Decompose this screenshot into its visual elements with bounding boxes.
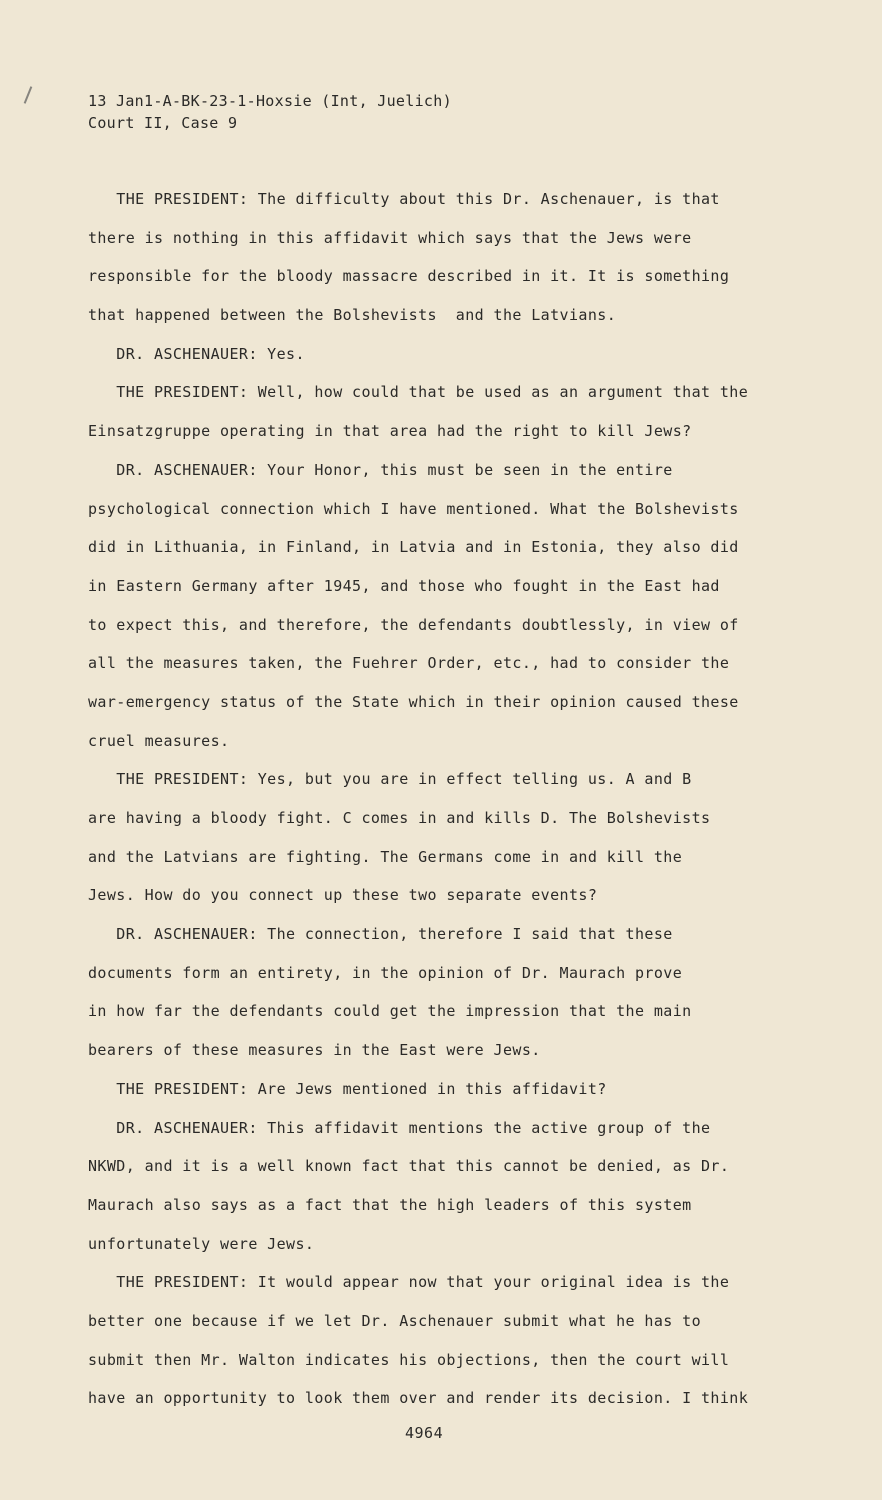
transcript-line: in Eastern Germany after 1945, and those who fought in the East had xyxy=(88,576,720,595)
transcript-line: better one because if we let Dr. Aschenauer submit what he has to xyxy=(88,1311,701,1330)
transcript-line: Jews. How do you connect up these two separate events? xyxy=(88,886,598,905)
transcript-line: THE PRESIDENT: It would appear now that your original idea is the xyxy=(88,1273,730,1292)
margin-pencil-mark xyxy=(24,86,33,103)
document-header xyxy=(88,90,452,134)
transcript-line: documents form an entirety, in the opinion of Dr. Maurach prove xyxy=(88,963,683,982)
transcript-line: THE PRESIDENT: The difficulty about this Dr. Aschenauer, is that xyxy=(88,190,720,208)
transcript-line: DR. ASCHENAUER: Yes. xyxy=(88,344,305,363)
page-number: 4964 xyxy=(405,1424,444,1442)
transcript-line: have an opportunity to look them over and render its decision. I think xyxy=(88,1389,749,1408)
transcript-line: responsible for the bloody massacre described in it. It is something xyxy=(88,267,730,286)
transcript-line: and the Latvians are fighting. The Germans come in and kill the xyxy=(88,847,683,866)
transcript-line: bearers of these measures in the East were Jews. xyxy=(88,1041,541,1060)
header-court-line: Court II, Case 9 xyxy=(88,114,238,132)
transcript-line: THE PRESIDENT: Well, how could that be used as an argument that the xyxy=(88,383,749,402)
transcript-line: in how far the defendants could get the impression that the main xyxy=(88,1002,692,1021)
transcript-line: Maurach also says as a fact that the high leaders of this system xyxy=(88,1195,692,1214)
transcript-line: DR. ASCHENAUER: The connection, therefore I said that these xyxy=(88,925,673,944)
transcript-line: war-emergency status of the State which in their opinion caused these xyxy=(88,692,739,711)
transcript-line: to expect this, and therefore, the defendants doubtlessly, in view of xyxy=(88,615,739,634)
transcript-line: cruel measures. xyxy=(88,731,230,750)
transcript-line: did in Lithuania, in Finland, in Latvia and in Estonia, they also did xyxy=(88,538,739,557)
transcript-line: all the measures taken, the Fuehrer Order, etc., had to consider the xyxy=(88,654,730,673)
transcript-line: Einsatzgruppe operating in that area had the right to kill Jews? xyxy=(88,422,692,441)
transcript-line: submit then Mr. Walton indicates his objections, then the court will xyxy=(88,1350,730,1369)
transcript-line: there is nothing in this affidavit which says that the Jews were xyxy=(88,228,692,247)
header-reference-line: 13 Jan1-A-BK-23-1-Hoxsie (Int, Juelich) xyxy=(88,92,452,110)
transcript-line: DR. ASCHENAUER: Your Honor, this must be seen in the entire xyxy=(88,460,673,479)
transcript-body xyxy=(88,180,788,1418)
transcript-line: that happened between the Bolshevists and the Latvians. xyxy=(88,306,617,325)
transcript-line: psychological connection which I have mentioned. What the Bolshevists xyxy=(88,499,739,518)
transcript-line: DR. ASCHENAUER: This affidavit mentions the active group of the xyxy=(88,1118,711,1137)
transcript-line: are having a bloody fight. C comes in and kills D. The Bolshevists xyxy=(88,809,711,827)
transcript-line: unfortunately were Jews. xyxy=(88,1234,315,1253)
transcript-line: NKWD, and it is a well known fact that this cannot be denied, as Dr. xyxy=(88,1157,730,1176)
transcript-line: THE PRESIDENT: Yes, but you are in effect telling us. A and B xyxy=(88,770,692,789)
transcript-line: THE PRESIDENT: Are Jews mentioned in this affidavit? xyxy=(88,1079,607,1098)
